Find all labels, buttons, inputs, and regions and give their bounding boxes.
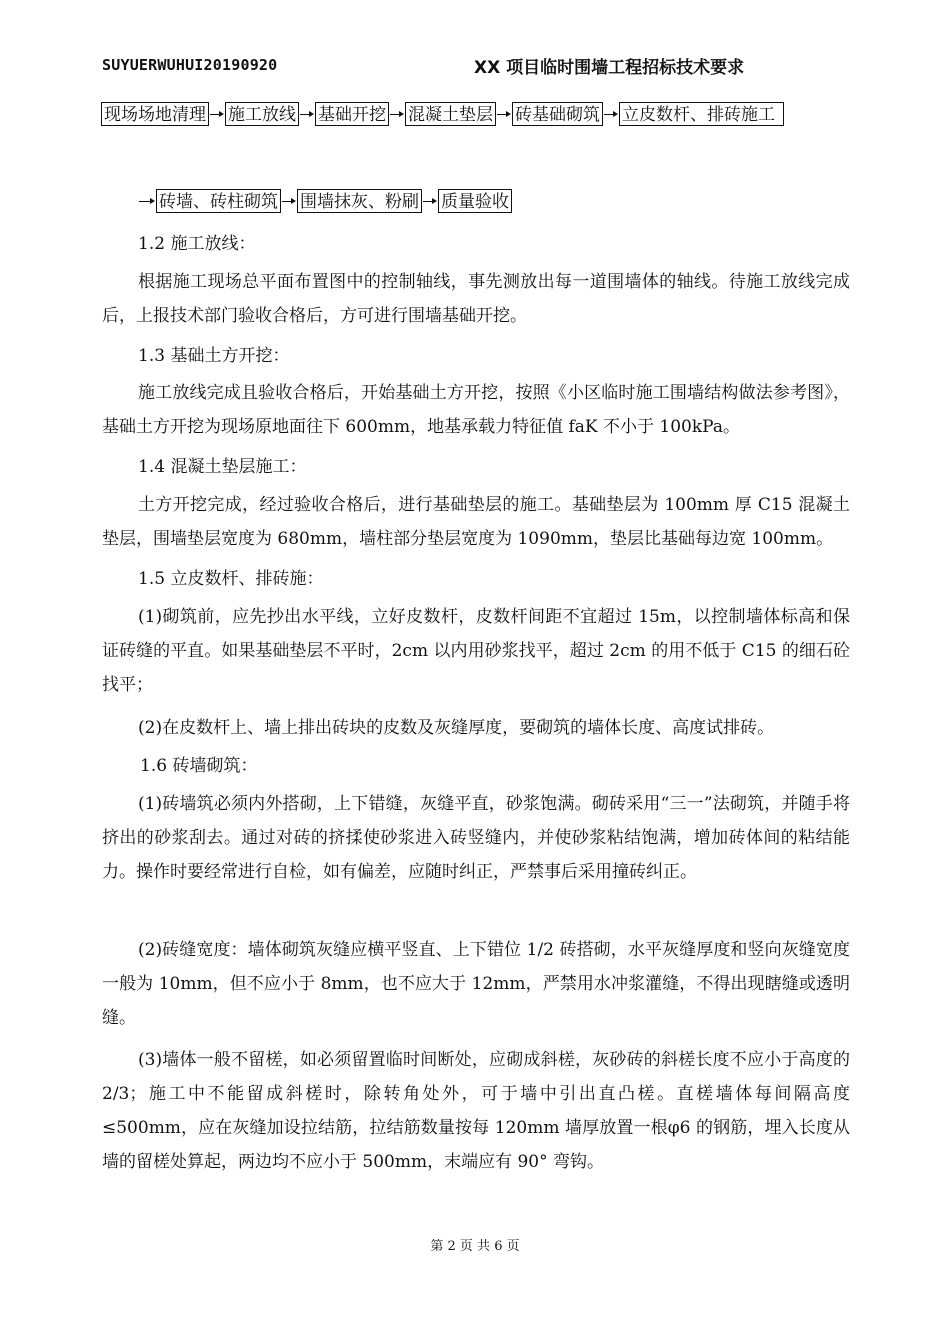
section-heading-1-5: 1.5 立皮数杆、排砖施： (138, 569, 324, 589)
arrow-right-icon (389, 102, 405, 126)
section-heading-1-6: 1.6 砖墙砌筑： (140, 756, 258, 776)
arrow-right-icon (138, 189, 156, 213)
section-body-1-6-item-2: (2)砖缝宽度：墙体砌筑灰缝应横平竖直、上下错位 1/2 砖搭砌，水平灰缝厚度和竖向灰缝宽度一般为 10mm，但不应小于 8mm，也不应大于 12mm，严禁用水冲浆灌缝，不得出现瞎缝或透明缝。 (102, 940, 850, 1028)
flow-step-concrete-cushion: 混凝土垫层 (405, 102, 496, 126)
arrow-right-icon (281, 189, 297, 213)
flowchart-row-2 (138, 188, 512, 214)
arrow-right-icon (209, 102, 225, 126)
section-heading-1-3: 1.3 基础土方开挖： (138, 346, 290, 366)
section-heading-1-4: 1.4 混凝土垫层施工： (138, 457, 307, 477)
header-title: XX 项目临时围墙工程招标技术要求 (474, 58, 745, 78)
section-body-1-6-item-3: (3)墙体一般不留槎，如必须留置临时间断处，应砌成斜槎，灰砂砖的斜槎长度不应小于高度的 2/3；施工中不能留成斜槎时，除转角处外，可于墙中引出直凸槎。直槎墙体每间隔高度≤500mm，应在灰缝加设拉结筋，拉结筋数量按每 120mm 墙厚放置一根φ6 的钢筋，埋入长度从墙的留槎处算起，两边均不应小于 500mm，末端应有 90° 弯钩。 (102, 1050, 850, 1172)
flow-step-site-clearing: 现场场地清理 (101, 102, 209, 126)
flow-step-brick-foundation: 砖基础砌筑 (512, 102, 603, 126)
flow-step-plastering: 围墙抹灰、粉刷 (297, 189, 422, 213)
section-body-1-5-item-2: (2)在皮数杆上、墙上排出砖块的皮数及灰缝厚度，要砌筑的墙体长度、高度试排砖。 (138, 718, 775, 738)
flow-step-skin-rod: 立皮数杆、排砖施工 (619, 102, 784, 126)
section-body-1-4: 土方开挖完成，经过验收合格后，进行基础垫层的施工。基础垫层为 100mm 厚 C15 混凝土垫层，围墙垫层宽度为 680mm，墙柱部分垫层宽度为 1090mm，垫层比基础每边宽 100mm。 (102, 495, 850, 549)
page-number: 第 2 页 共 6 页 (430, 1239, 520, 1254)
arrow-right-icon (603, 102, 619, 126)
flow-step-brick-wall: 砖墙、砖柱砌筑 (156, 189, 281, 213)
arrow-right-icon (422, 189, 438, 213)
section-body-1-2: 根据施工现场总平面布置图中的控制轴线，事先测放出每一道围墙体的轴线。待施工放线完成后，上报技术部门验收合格后，方可进行围墙基础开挖。 (102, 272, 850, 326)
flow-step-excavation: 基础开挖 (315, 102, 389, 126)
arrow-right-icon (299, 102, 315, 126)
header-doc-id: SUYUERWUHUI20190920 (102, 56, 278, 74)
section-body-1-6-item-1: (1)砖墙筑必须内外搭砌，上下错缝，灰缝平直，砂浆饱满。砌砖采用“三一”法砌筑，并随手将挤出的砂浆刮去。通过对砖的挤揉使砂浆进入砖竖缝内，并使砂浆粘结饱满，增加砖体间的粘结能力。操作时要经常进行自检，如有偏差，应随时纠正，严禁事后采用撞砖纠正。 (102, 794, 850, 882)
section-body-1-3: 施工放线完成且验收合格后，开始基础土方开挖，按照《小区临时施工围墙结构做法参考图》，基础土方开挖为现场原地面往下 600mm，地基承载力特征值 faK 不小于 100kPa。 (102, 383, 850, 437)
section-body-1-5-item-1: (1)砌筑前，应先抄出水平线，立好皮数杆，皮数杆间距不宜超过 15m，以控制墙体标高和保证砖缝的平直。如果基础垫层不平时，2cm 以内用砂浆找平，超过 2cm 的用不低于 C15 的细石砼找平； (102, 607, 850, 695)
flow-step-acceptance: 质量验收 (438, 189, 512, 213)
arrow-right-icon (496, 102, 512, 126)
flow-step-layout: 施工放线 (225, 102, 299, 126)
section-heading-1-2: 1.2 施工放线： (138, 234, 256, 254)
flowchart-row-1 (101, 101, 784, 127)
